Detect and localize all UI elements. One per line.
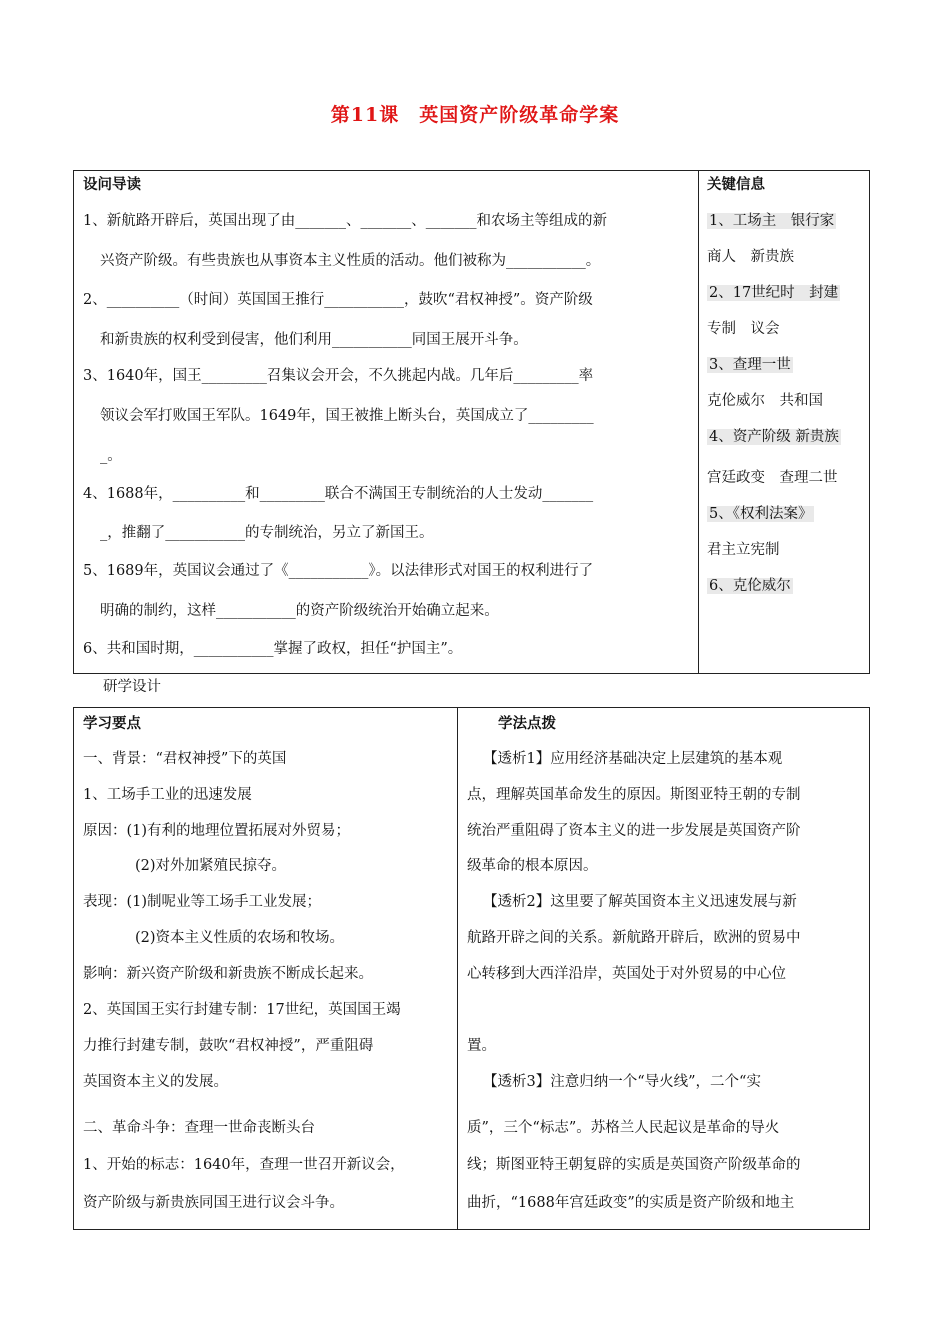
method-tip-line: 线；斯图亚特王朝复辟的实质是英国资产阶级革命的	[467, 1157, 801, 1173]
key-info-header: 关键信息	[707, 176, 765, 193]
study-point-line: 1、工场手工业的迅速发展	[83, 787, 252, 803]
study-point-line: (2)资本主义性质的农场和牧场。	[135, 930, 345, 946]
guide-line: 明确的制约，这样___________的资产阶级统治开始确立起来。	[100, 603, 499, 619]
study-point-line: 一、背景：“君权神授”下的英国	[83, 751, 287, 767]
guide-line: _，推翻了___________的专制统治，另立了新国王。	[100, 525, 434, 541]
key-info-line: 5、《权利法案》	[709, 506, 813, 522]
key-info-line: 2、17世纪时 封建	[709, 285, 839, 301]
guide-line: 1、新航路开辟后，英国出现了由_______、_______、_______和农场主等组成的新	[83, 213, 607, 229]
study-point-line: 表现：(1)制呢业等工场手工业发展；	[83, 894, 322, 910]
method-tip-line: 置。	[467, 1038, 496, 1054]
key-info-line: 4、资产阶级 新贵族	[709, 429, 839, 445]
guide-line: 6、共和国时期，___________掌握了政权，担任“护国主”。	[83, 641, 463, 657]
column-divider	[698, 171, 699, 673]
guide-line: 和新贵族的权利受到侵害，他们利用___________同国王展开斗争。	[100, 332, 528, 348]
key-info-line: 克伦威尔 共和国	[707, 393, 823, 409]
method-tip-line: 点，理解英国革命发生的原因。斯图亚特王朝的专制	[467, 787, 801, 803]
study-point-line: 影响：新兴资产阶级和新贵族不断成长起来。	[83, 966, 373, 982]
method-tip-line: 【透析1】应用经济基础决定上层建筑的基本观	[483, 751, 783, 767]
method-tip-line: 心转移到大西洋沿岸，英国处于对外贸易的中心位	[467, 966, 786, 982]
key-info-line: 宫廷政变 查理二世	[707, 470, 838, 486]
key-info-line: 君主立宪制	[707, 542, 780, 558]
study-point-line: 原因：(1)有利的地理位置拓展对外贸易；	[83, 823, 351, 839]
guide-line: 领议会军打败国王军队。1649年，国王被推上断头台，英国成立了_________	[100, 408, 594, 424]
key-info-line: 1、工场主 银行家	[709, 213, 835, 229]
study-point-line: 资产阶级与新贵族同国王进行议会斗争。	[83, 1195, 344, 1211]
section-caption: 研学设计	[103, 679, 161, 695]
guide-line: 2、__________（时间）英国国王推行___________，鼓吹“君权神授”。资产阶级	[83, 292, 593, 308]
method-tip-line: 曲折，“1688年宫廷政变”的实质是资产阶级和地主	[467, 1195, 795, 1211]
study-point-line: 2、英国国王实行封建专制：17世纪，英国国王竭	[83, 1002, 401, 1018]
study-points-header: 学习要点	[83, 715, 141, 732]
study-point-line: 力推行封建专制，鼓吹“君权神授”，严重阻碍	[83, 1038, 374, 1054]
guide-header: 设问导读	[83, 176, 141, 193]
method-tip-line: 质”，三个“标志”。苏格兰人民起议是革命的导火	[467, 1120, 780, 1136]
study-table	[73, 707, 870, 1230]
method-tip-line: 【透析2】这里要了解英国资本主义迅速发展与新	[483, 894, 797, 910]
guide-line: 兴资产阶级。有些贵族也从事资本主义性质的活动。他们被称为___________。	[100, 253, 601, 269]
guide-line: _。	[100, 448, 122, 464]
study-point-line: 英国资本主义的发展。	[83, 1074, 228, 1090]
study-point-line: (2)对外加紧殖民掠夺。	[135, 858, 287, 874]
guide-table	[73, 170, 870, 674]
method-tip-line: 航路开辟之间的关系。新航路开辟后，欧洲的贸易中	[467, 930, 801, 946]
guide-line: 4、1688年，__________和_________联合不满国王专制统治的人士发动_______	[83, 486, 594, 502]
study-point-line: 1、开始的标志：1640年，查理一世召开新议会，	[83, 1157, 405, 1173]
method-tip-line: 统治严重阻碍了资本主义的进一步发展是英国资产阶	[467, 823, 801, 839]
key-info-line: 3、查理一世	[709, 357, 791, 373]
study-point-line: 二、革命斗争：查理一世命丧断头台	[83, 1120, 315, 1136]
key-info-line: 商人 新贵族	[707, 249, 794, 265]
key-info-line: 6、克伦威尔	[709, 578, 791, 594]
guide-line: 5、1689年，英国议会通过了《___________》。以法律形式对国王的权利进行了	[83, 563, 594, 579]
key-info-line: 专制 议会	[707, 321, 780, 337]
method-tip-line: 【透析3】注意归纳一个“导火线”，二个“实	[483, 1074, 761, 1090]
page-title: 第11课 英国资产阶级革命学案	[330, 104, 620, 126]
method-tip-line: 级革命的根本原因。	[467, 858, 598, 874]
column-divider	[457, 708, 458, 1229]
method-tips-header: 学法点拨	[498, 715, 556, 732]
guide-line: 3、1640年，国王_________召集议会开会，不久挑起内战。几年后_________率	[83, 368, 594, 384]
